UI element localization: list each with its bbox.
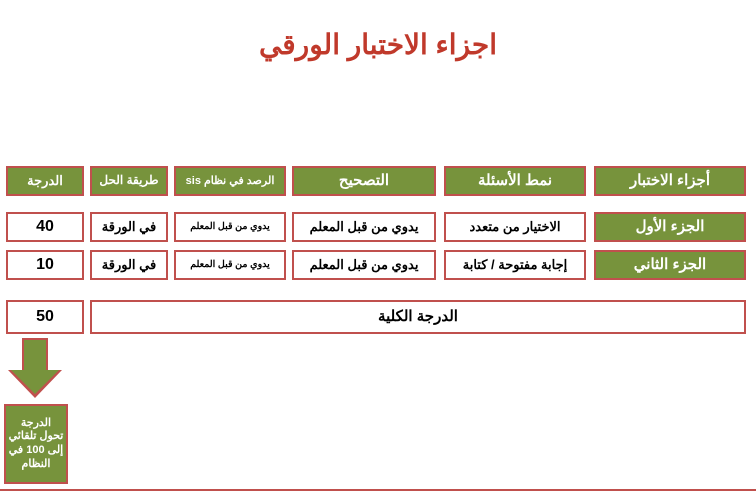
table-row-monitoring-1: يدوي من قبل المعلم bbox=[174, 212, 286, 242]
table-row-question-type-1: الاختيار من متعدد bbox=[444, 212, 586, 242]
total-label: الدرجة الكلية bbox=[90, 300, 746, 334]
table-row-grade-2: 10 bbox=[6, 250, 84, 280]
column-header-monitoring: الرصد في نظام sis bbox=[174, 166, 286, 196]
table-row-monitoring-2: يدوي من قبل المعلم bbox=[174, 250, 286, 280]
column-header-grade: الدرجة bbox=[6, 166, 84, 196]
page-title: اجزاء الاختبار الورقي bbox=[258, 29, 498, 60]
table-row-grade-1: 40 bbox=[6, 212, 84, 242]
column-header-solution-method: طريقة الحل bbox=[90, 166, 168, 196]
table-row-correction-2: يدوي من قبل المعلم bbox=[292, 250, 436, 280]
column-header-question-type: نمط الأسئلة bbox=[444, 166, 586, 196]
table-row-correction-1: يدوي من قبل المعلم bbox=[292, 212, 436, 242]
conversion-note: الدرجة تحول تلقائي إلى 100 في النظام bbox=[4, 404, 68, 484]
table-row-part-2: الجزء الثاني bbox=[594, 250, 746, 280]
column-header-correction: التصحيح bbox=[292, 166, 436, 196]
table-row-solution-method-2: في الورقة bbox=[90, 250, 168, 280]
table-row-question-type-2: إجابة مفتوحة / كتابة bbox=[444, 250, 586, 280]
column-header-part: أجزاء الاختبار bbox=[594, 166, 746, 196]
table-row-part-1: الجزء الأول bbox=[594, 212, 746, 242]
total-grade: 50 bbox=[6, 300, 84, 334]
table-row-solution-method-1: في الورقة bbox=[90, 212, 168, 242]
down-arrow-icon bbox=[8, 338, 64, 398]
